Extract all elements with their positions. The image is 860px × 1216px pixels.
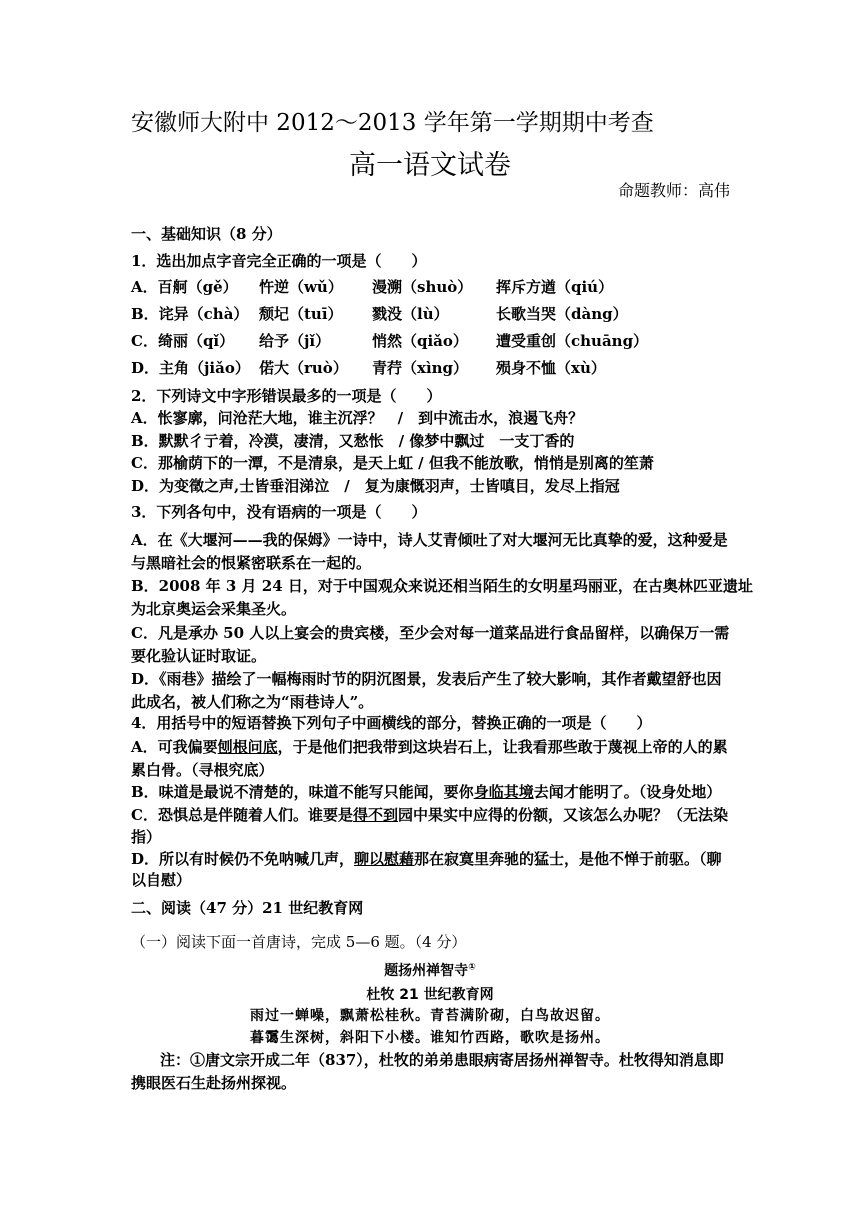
school-title: 安徽师大附中 2012～2013 学年第一学期期中考查 bbox=[131, 110, 654, 136]
q3-stem: 3．下列各句中，没有语病的一项是（ ） bbox=[131, 503, 427, 521]
poem-author: 杜牧 21 世纪教育网 bbox=[366, 987, 494, 1003]
q1-option-d bbox=[131, 358, 606, 378]
poem-title bbox=[0, 960, 860, 980]
q4-a-pre: A．可我偏要 bbox=[131, 738, 218, 756]
poem-note-cont: 携眼医石生赴扬州探视。 bbox=[131, 1074, 297, 1092]
q1-a-1: A．百舸（gě） bbox=[131, 278, 238, 296]
q3-option-d: D．《雨巷》描绘了一幅梅雨时节的阴沉图景，发表后产生了较大影响，其作者戴望舒也因 bbox=[131, 670, 722, 688]
q4-a-post: ，于是他们把我带到这块岩石上，让我看那些敢于蔑视上帝的人的累 bbox=[277, 738, 728, 756]
section2-heading: 二、阅读（47 分）21 世纪教育网 bbox=[131, 899, 364, 917]
q2-option-d: D．为变徵之声,士皆垂泪涕泣 / 复为康慨羽声，士皆嗔目，发尽上指冠 bbox=[131, 477, 620, 495]
q4-c-underlined: 得不到 bbox=[352, 806, 398, 824]
q1-option-c bbox=[131, 331, 648, 351]
q1-option-a bbox=[131, 277, 613, 297]
poem-title-footnote-mark: ① bbox=[468, 962, 476, 973]
q3-option-b: B．2008 年 3 月 24 日，对于中国观众来说还相当陌生的女明星玛丽亚，在古奥林匹亚遗址 bbox=[131, 577, 753, 595]
reading-sub-heading: （一）阅读下面一首唐诗，完成 5—6 题。（4 分） bbox=[131, 933, 467, 951]
q4-d-underlined: 聊以慰藉 bbox=[354, 850, 415, 868]
q1-c-2: 给予（jǐ） bbox=[259, 332, 331, 350]
poem-line-1: 雨过一蝉噪，飘萧松桂秋。青苔满阶砌，白鸟故迟留。 bbox=[250, 1008, 610, 1024]
q3-option-c-cont: 要化验认证时取证。 bbox=[131, 647, 267, 665]
q1-option-b bbox=[131, 304, 628, 324]
q1-d-1: D．主角（jiǎo） bbox=[131, 359, 250, 377]
q2-stem: 2．下列诗文中字形错误最多的一项是（ ） bbox=[131, 387, 442, 405]
q1-b-4: 长歌当哭（dàng） bbox=[496, 305, 628, 323]
q1-b-3: 戮没（lù） bbox=[372, 305, 449, 323]
q4-option-b bbox=[131, 782, 721, 802]
q4-d-post: 那在寂寞里奔驰的猛士，是他不惮于前驱。（聊 bbox=[414, 850, 722, 868]
q3-option-c: C．凡是承办 50 人以上宴会的贵宾楼，至少会对每一道菜品进行食品留样，以确保万一需 bbox=[131, 624, 730, 642]
poem-line-2: 暮霭生深树，斜阳下小楼。谁知竹西路，歌吹是扬州。 bbox=[250, 1030, 610, 1046]
q4-c-pre: C．恐惧总是伴随着人们。谁要是 bbox=[131, 806, 353, 824]
poem-note: 注：①唐文宗开成二年（837），杜牧的弟弟患眼病寄居扬州禅智寺。杜牧得知消息即 bbox=[160, 1051, 724, 1069]
q1-a-2: 忤逆（wǔ） bbox=[259, 278, 343, 296]
poem-title-text: 题扬州禅智寺 bbox=[384, 963, 469, 979]
q4-option-a bbox=[131, 737, 728, 757]
q1-a-4: 挥斥方遒（qiú） bbox=[496, 278, 614, 296]
q1-d-2: 偌大（ruò） bbox=[259, 359, 348, 377]
section1-heading: 一、基础知识（8 分） bbox=[131, 225, 282, 243]
q4-option-a-cont: 累白骨。（寻根究底） bbox=[131, 761, 274, 779]
q3-option-b-cont: 为北京奥运会采集圣火。 bbox=[131, 600, 297, 618]
q4-b-post: 去闻才能明了。（设身处地） bbox=[533, 783, 722, 801]
q2-option-a: A．怅寥廓，问沧茫大地，谁主沉浮？ / 到中流击水，浪遏飞舟？ bbox=[131, 409, 584, 427]
q1-c-4: 遭受重创（chuāng） bbox=[496, 332, 649, 350]
q4-a-underlined: 刨根问底 bbox=[217, 738, 278, 756]
q1-c-1: C．绮丽（qǐ） bbox=[131, 332, 235, 350]
q1-d-4: 殒身不恤（xù） bbox=[496, 359, 606, 377]
q3-option-d-cont: 此成名，被人们称之为“雨巷诗人”。 bbox=[131, 693, 374, 711]
q4-option-c bbox=[131, 805, 728, 825]
q1-c-3: 悄然（qiǎo） bbox=[372, 332, 468, 350]
q4-option-c-cont: 指） bbox=[131, 828, 162, 846]
q4-stem: 4．用括号中的短语替换下列句子中画横线的部分，替换正确的一项是（ ） bbox=[131, 714, 652, 732]
q2-option-b: B．默默彳亍着，冷漠，凄清，又愁怅 / 像梦中飘过 一支丁香的 bbox=[131, 432, 575, 450]
q4-option-d-cont: 以自慰） bbox=[131, 871, 192, 889]
q4-d-pre: D．所以有时候仍不免呐喊几声， bbox=[131, 850, 355, 868]
exam-title: 高一语文试卷 bbox=[349, 150, 511, 181]
q1-stem: 1．选出加点字音完全正确的一项是（ ） bbox=[131, 252, 427, 270]
q4-b-pre: B．味道是最说不清楚的，味道不能写只能闻，要你 bbox=[131, 783, 474, 801]
q2-option-c: C．那榆荫下的一潭，不是清泉，是天上虹 / 但我不能放歌，悄悄是别离的笙萧 bbox=[131, 454, 654, 472]
q4-option-d bbox=[131, 849, 722, 869]
q1-d-3: 青荇（xìng） bbox=[372, 359, 469, 377]
q4-c-post: 园中果实中应得的份额，又该怎么办呢？（无法染 bbox=[397, 806, 728, 824]
q1-b-2: 颓圮（tuī） bbox=[259, 305, 343, 323]
q4-b-underlined: 身临其境 bbox=[473, 783, 534, 801]
q1-b-1: B．诧异（chà） bbox=[131, 305, 249, 323]
q1-a-3: 漫溯（shuò） bbox=[372, 278, 473, 296]
q3-option-a-cont: 与黑暗社会的恨紧密联系在一起的。 bbox=[131, 554, 372, 572]
author-line: 命题教师：高伟 bbox=[617, 181, 730, 200]
q3-option-a: A．在《大堰河——我的保姆》一诗中，诗人艾青倾吐了对大堰河无比真挚的爱，这种爱是 bbox=[131, 531, 728, 549]
